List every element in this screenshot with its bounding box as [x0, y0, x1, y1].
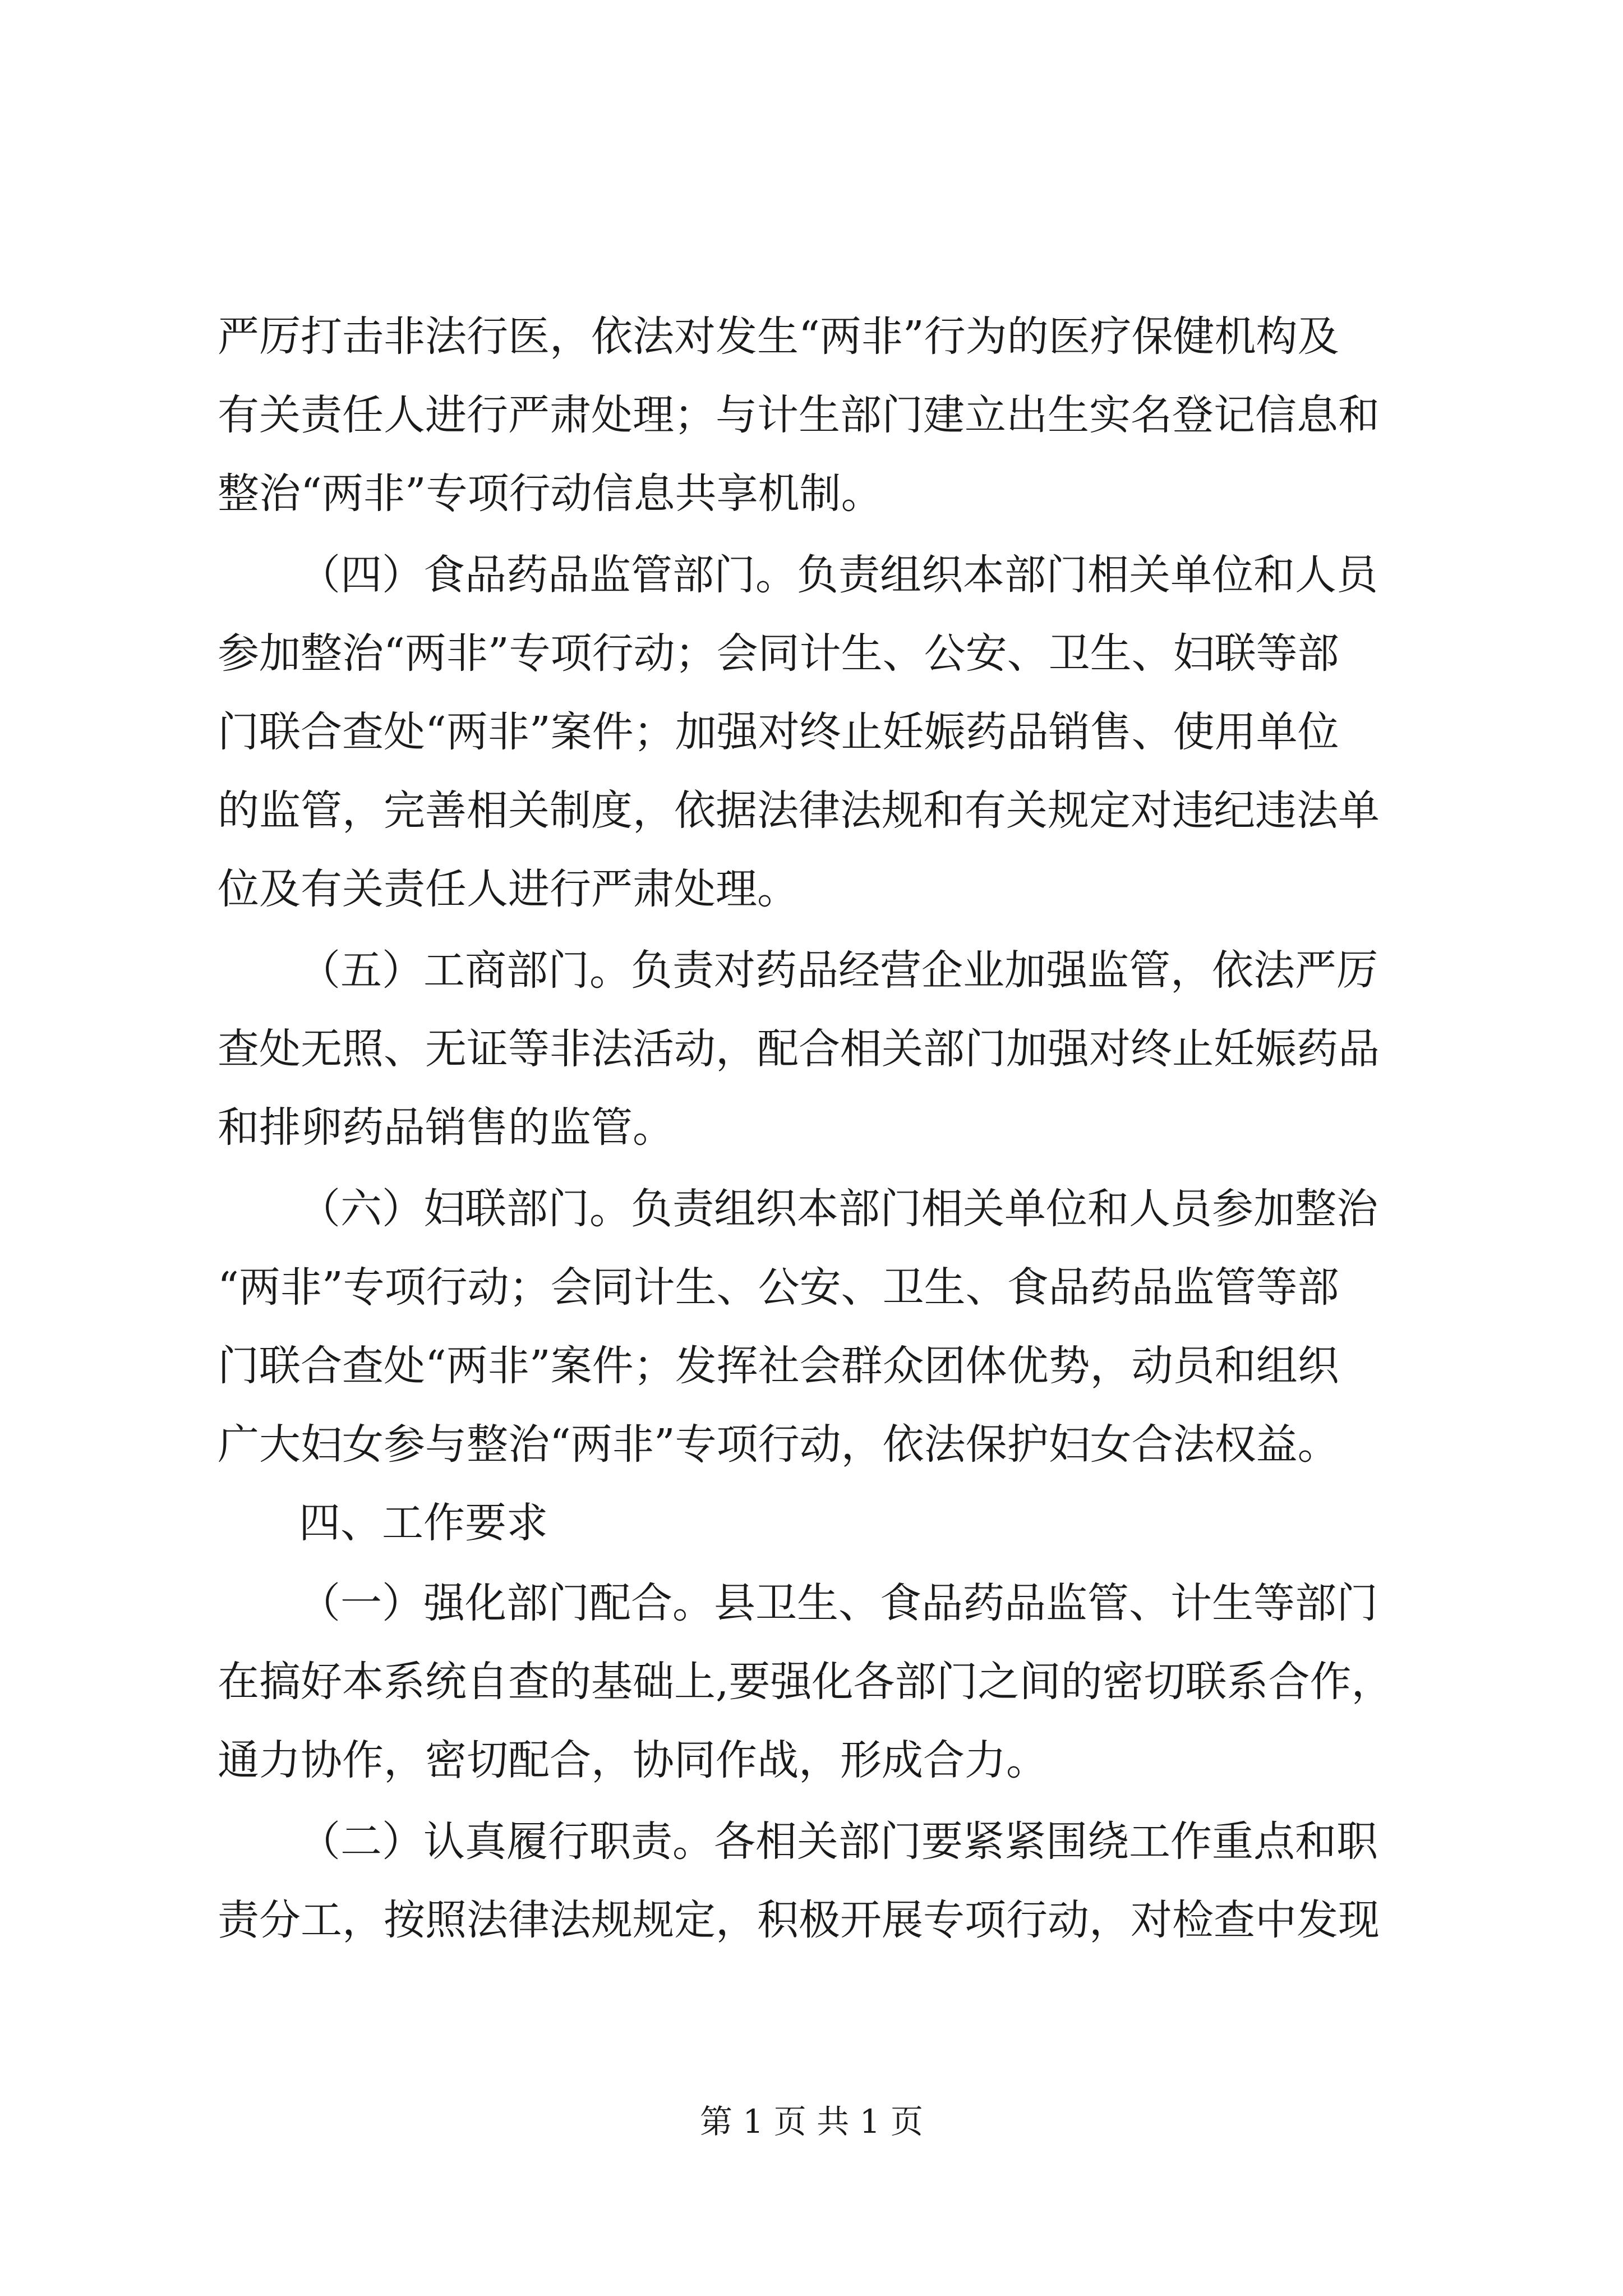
text-line: （五）工商部门。负责对药品经营企业加强监管，依法严厉: [299, 946, 1378, 995]
text-line: 查处无照、无证等非法活动，配合相关部门加强对终止妊娠药品: [218, 1025, 1380, 1073]
text-line: 位及有关责任人进行严肃处理。: [218, 865, 799, 913]
text-line: （六）妇联部门。负责组织本部门相关单位和人员参加整治: [299, 1185, 1378, 1233]
text-line: 有关责任人进行严肃处理；与计生部门建立出生实名登记信息和: [218, 391, 1380, 439]
text-line: “两非”专项行动；会同计生、公安、卫生、食品药品监管等部: [218, 1263, 1339, 1312]
text-line: 通力协作，密切配合，协同作战，形成合力。: [218, 1736, 1048, 1784]
text-line: 参加整治“两非”专项行动；会同计生、公安、卫生、妇联等部: [218, 629, 1339, 678]
section-heading: 四、工作要求: [299, 1499, 548, 1547]
text-line: 广大妇女参与整治“两非”专项行动，依法保护妇女合法权益。: [218, 1420, 1339, 1469]
page-number-footer: 第 1 页 共 1 页: [700, 2102, 923, 2141]
text-line: 门联合查处“两非”案件；发挥社会群众团体优势，动员和组织: [218, 1342, 1339, 1390]
text-line: 和排卵药品销售的监管。: [218, 1103, 674, 1152]
text-line: （一）强化部门配合。县卫生、食品药品监管、计生等部门: [299, 1579, 1378, 1627]
text-line: 在搞好本系统自查的基础上,要强化各部门之间的密切联系合作，: [218, 1658, 1393, 1706]
text-line: 严厉打击非法行医，依法对发生“两非”行为的医疗保健机构及: [218, 312, 1339, 361]
text-line: 的监管，完善相关制度，依据法律法规和有关规定对违纪违法单: [218, 786, 1380, 835]
text-line: 责分工，按照法律法规规定，积极开展专项行动，对检查中发现: [218, 1896, 1380, 1944]
text-line: （二）认真履行职责。各相关部门要紧紧围绕工作重点和职: [299, 1818, 1378, 1866]
text-line: （四）食品药品监管部门。负责组织本部门相关单位和人员: [299, 551, 1378, 599]
text-line: 整治“两非”专项行动信息共享机制。: [218, 470, 883, 518]
text-line: 门联合查处“两非”案件；加强对终止妊娠药品销售、使用单位: [218, 708, 1339, 756]
